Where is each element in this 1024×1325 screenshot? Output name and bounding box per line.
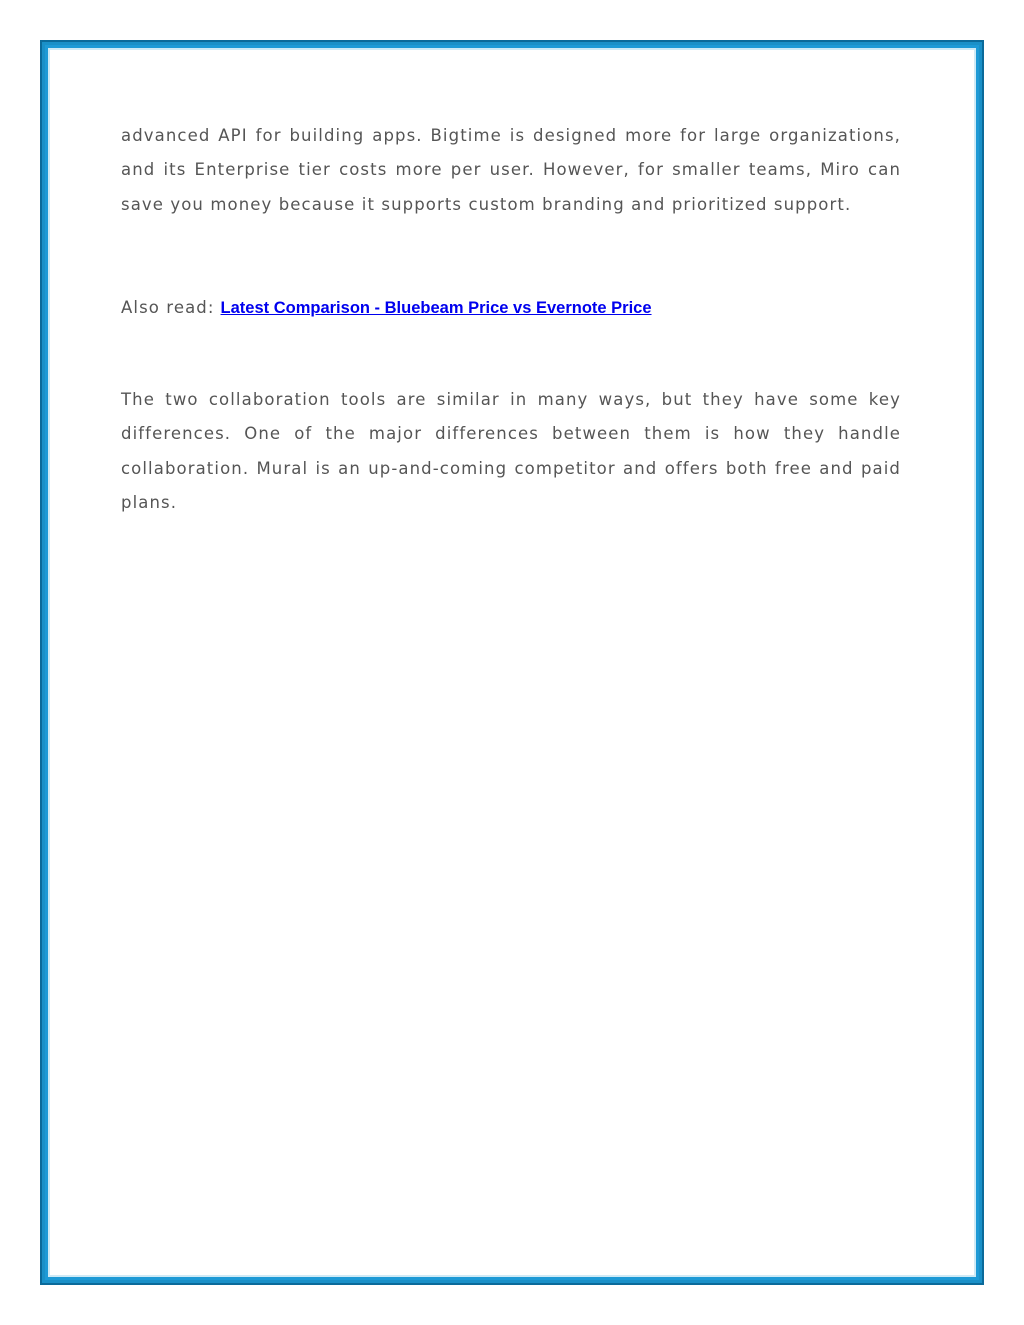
- paragraph-collaboration: The two collaboration tools are similar in many ways, but they have some key differences. One of the major differences between them is how they handle collaboration. Mural is an up-and-coming competitor and offers both free and paid plans.: [121, 390, 901, 512]
- page-border-mid: [45, 45, 979, 1280]
- page-content-area: [50, 50, 974, 1275]
- also-read-link[interactable]: Latest Comparison - Bluebeam Price vs Evernote Price: [220, 299, 652, 317]
- also-read-line: [121, 291, 901, 325]
- page-border-frame: [40, 40, 984, 1285]
- paragraph-pricing: advanced API for building apps. Bigtime is designed more for large organizations, and its Enterprise tier costs more per user. However, for smaller teams, Miro can save you money because it supports custom branding and prioritized support.: [121, 126, 901, 214]
- also-read-label: Also read:: [121, 298, 215, 317]
- page-border-inner: [48, 48, 976, 1277]
